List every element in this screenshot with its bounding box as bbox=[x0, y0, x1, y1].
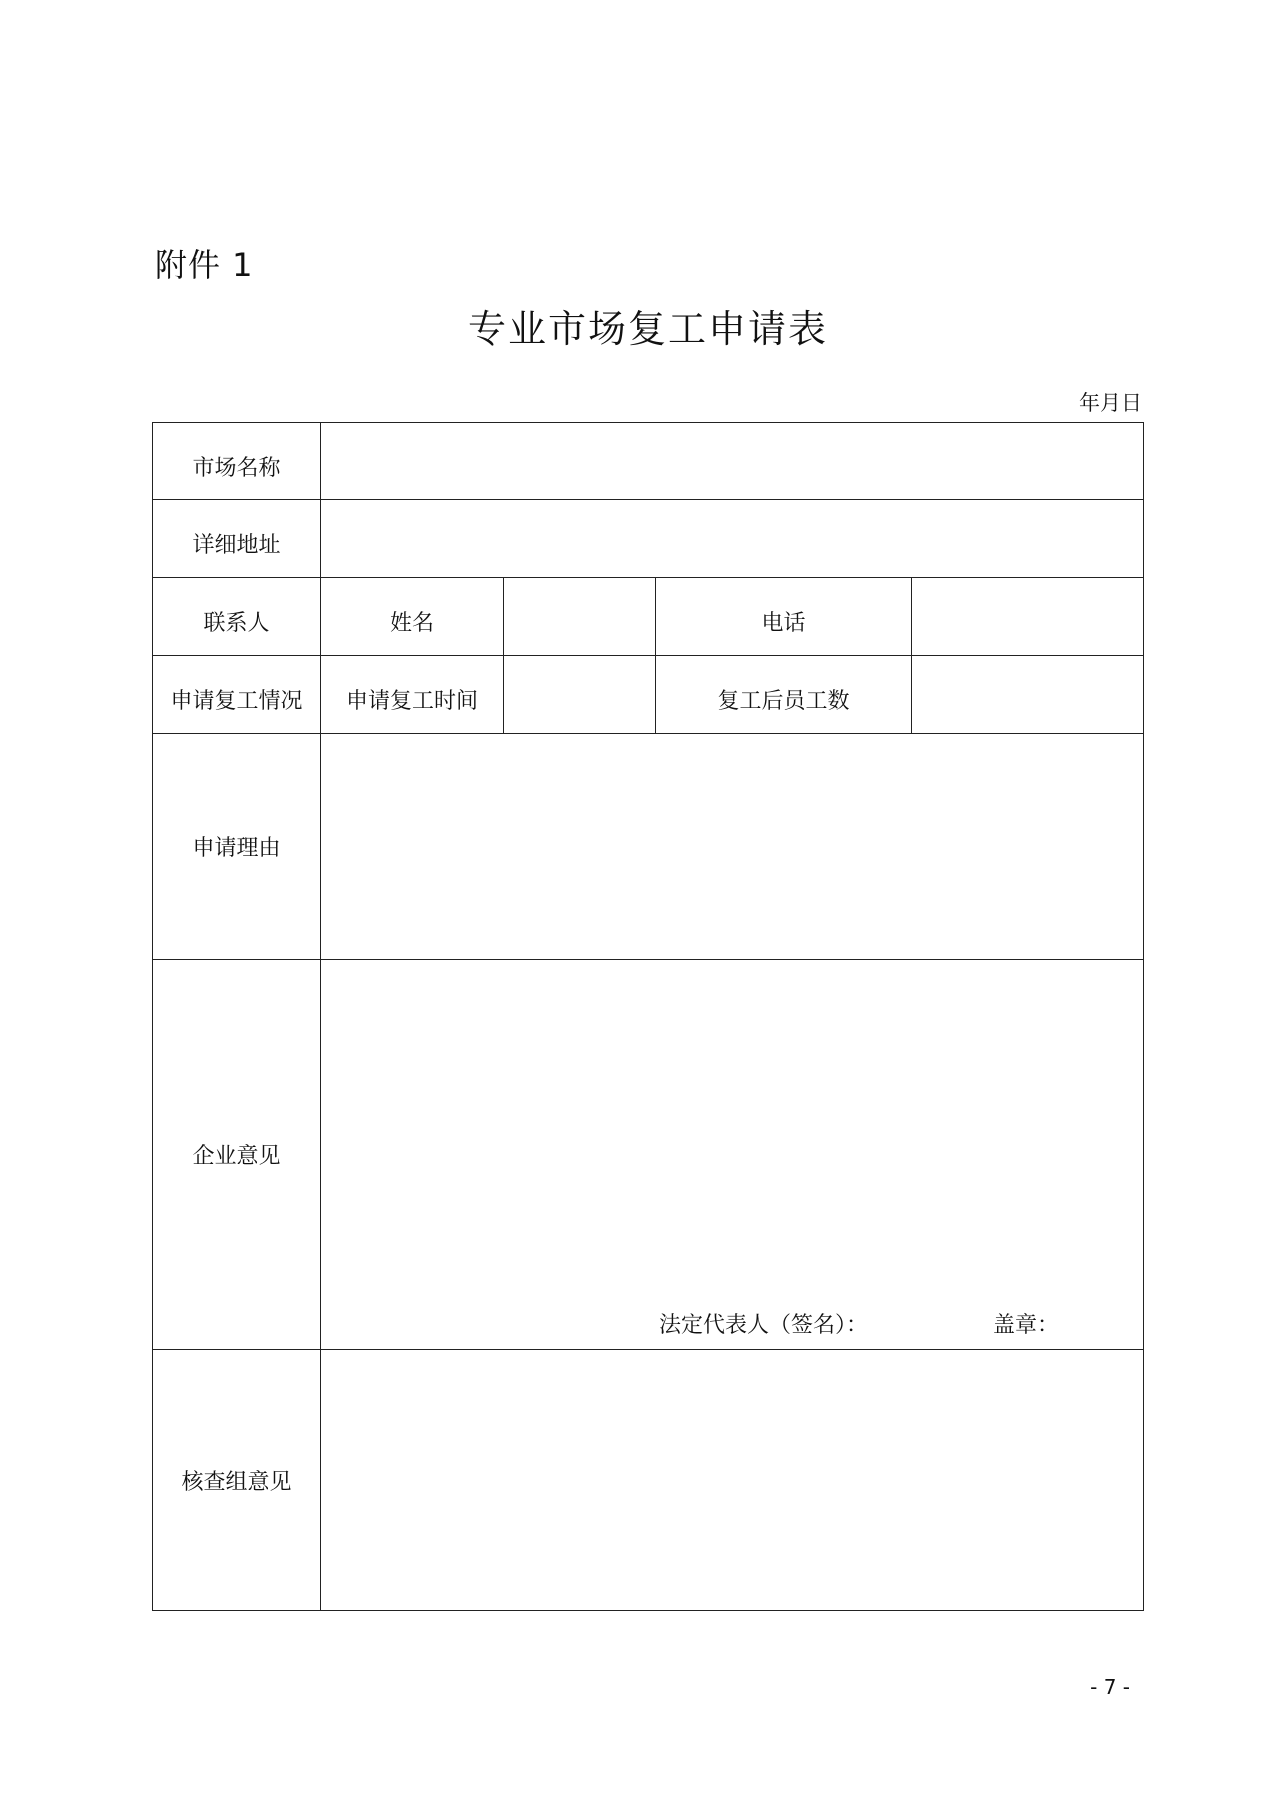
contact-name-field[interactable] bbox=[504, 578, 656, 656]
review-opinion-label: 核查组意见 bbox=[153, 1350, 321, 1611]
company-opinion-field[interactable] bbox=[321, 960, 1144, 1350]
address-row bbox=[153, 500, 1144, 578]
resume-time-field[interactable] bbox=[504, 656, 656, 734]
page-title: 专业市场复工申请表 bbox=[467, 307, 828, 351]
contact-row bbox=[153, 578, 1144, 656]
resume-status-row bbox=[153, 656, 1144, 734]
reason-field[interactable] bbox=[321, 734, 1144, 960]
reason-row bbox=[153, 734, 1144, 960]
page-number: - 7 - bbox=[1090, 1675, 1130, 1699]
resume-status-label: 申请复工情况 bbox=[153, 656, 321, 734]
review-opinion-field[interactable] bbox=[321, 1350, 1144, 1611]
contact-label: 联系人 bbox=[153, 578, 321, 656]
legal-rep-signature-label: 法定代表人（签名）： bbox=[659, 1313, 869, 1338]
contact-name-label: 姓名 bbox=[321, 578, 504, 656]
staff-count-field[interactable] bbox=[912, 656, 1144, 734]
address-label: 详细地址 bbox=[153, 500, 321, 578]
market-name-field[interactable] bbox=[321, 423, 1144, 500]
resume-time-label: 申请复工时间 bbox=[321, 656, 504, 734]
market-name-label: 市场名称 bbox=[153, 423, 321, 500]
company-opinion-row bbox=[153, 960, 1144, 1350]
market-name-row bbox=[153, 423, 1144, 500]
company-opinion-label: 企业意见 bbox=[153, 960, 321, 1350]
date-label: 年月日 bbox=[1079, 391, 1142, 415]
address-field[interactable] bbox=[321, 500, 1144, 578]
review-opinion-row bbox=[153, 1350, 1144, 1611]
phone-label: 电话 bbox=[656, 578, 912, 656]
phone-field[interactable] bbox=[912, 578, 1144, 656]
attachment-label: 附件 1 bbox=[155, 246, 254, 284]
staff-count-label: 复工后员工数 bbox=[656, 656, 912, 734]
application-form-table bbox=[152, 422, 1144, 1611]
seal-label: 盖章： bbox=[993, 1313, 1060, 1338]
reason-label: 申请理由 bbox=[153, 734, 321, 960]
